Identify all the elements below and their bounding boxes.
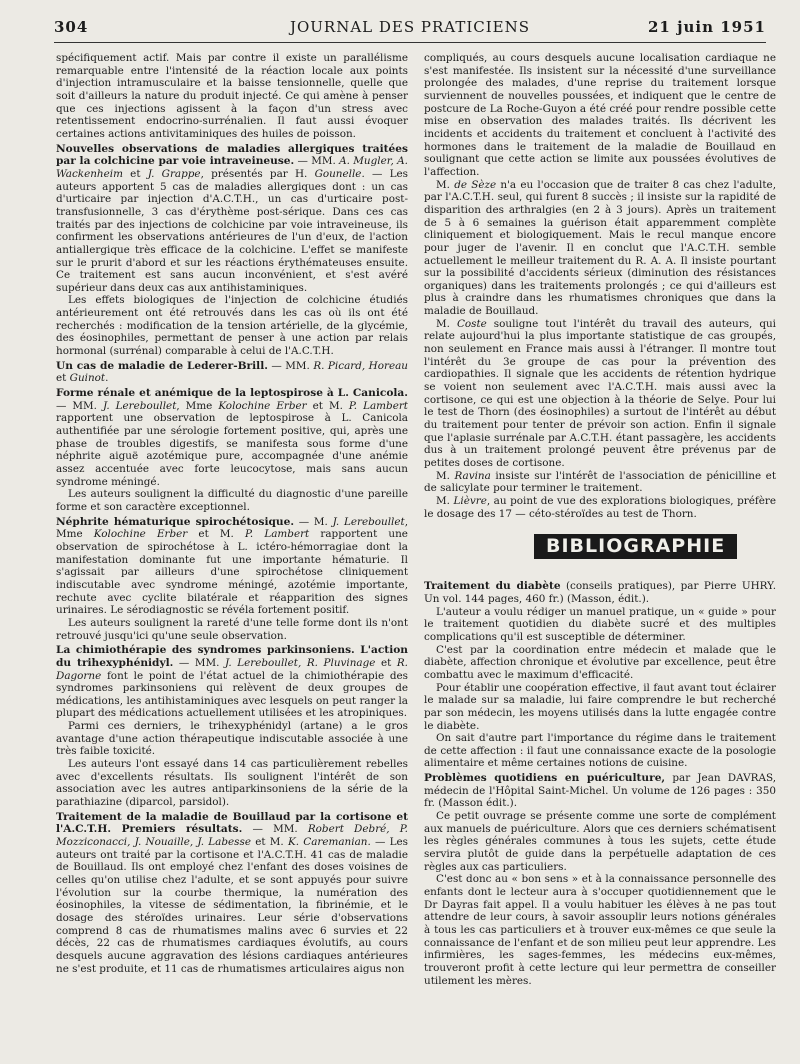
text: — MM. bbox=[56, 399, 103, 412]
book-ref: par Jean DAVRAS, médecin de l'Hôpital Saint-Michel. Un volume de 126 pages : 350 fr. (Masson édit.). bbox=[424, 772, 776, 810]
book-title: Problèmes quotidiens en puériculture, bbox=[424, 772, 666, 785]
article-title: Forme rénale et anémique de la leptospirose à L. Canicola. bbox=[56, 387, 408, 400]
article-title: Traitement de la maladie de Bouillaud par la cortisone et l'A.C.T.H. Premiers résultats. bbox=[56, 810, 408, 836]
book-ref: (conseils pratiques), par Pierre UHRY. Un vol. 144 pages, 460 fr.) (Masson, édit.). bbox=[424, 580, 776, 605]
issue-date: 21 juin 1951 bbox=[647, 18, 766, 36]
paragraph: C'est par la coordination entre médecin et malade que le diabète, affection chronique et évolutive par excellence, peut être combattu avec le maximum d'efficacité. bbox=[424, 643, 776, 681]
text: et M. bbox=[306, 399, 349, 412]
page-number: 304 bbox=[54, 18, 89, 36]
text: — MM. bbox=[267, 359, 314, 372]
article-title: Un cas de maladie de Lederer-Brill. bbox=[56, 359, 268, 372]
text: et bbox=[375, 656, 397, 669]
text: M. bbox=[436, 317, 457, 330]
bibliography-heading: BIBLIOGRAPHIE bbox=[534, 534, 737, 559]
paragraph-text: insiste sur l'intérêt de l'association de pénicilline et de salicylate pour terminer le traitement. bbox=[424, 469, 777, 495]
paragraph: Les effets biologiques de l'injection de colchicine étudiés antérieurement ont été retrouvés dans les cas où ils ont été recherchés : modification de la tension artérielle, de la glycémie, des éosinophiles, permettant de penser à une action par relais hormonal (surrénal) comparable à celui de l'A.C.T.H. bbox=[56, 294, 408, 358]
page-header bbox=[54, 18, 766, 40]
text: , Mme bbox=[176, 399, 219, 412]
paragraph: L'auteur a voulu rédiger un manuel pratique, un « guide » pour le traitement quotidien du diabète sucré et des multiples complications qu'il est susceptible de déterminer. bbox=[424, 605, 776, 643]
paragraph-text: font le point de l'état actuel de la chimiothérapie des syndromes parkinsoniens qui relèvent de deux groupes de médications, les antihistaminiques avec lesquels on peut ranger la plupart des médications actuellement utilisées et les atropiniques. bbox=[56, 669, 408, 720]
text: , présentés par H. bbox=[200, 167, 315, 180]
author-names: Gounelle bbox=[314, 167, 362, 180]
text: et M. bbox=[187, 528, 245, 541]
text: M. bbox=[436, 178, 455, 191]
author-names: R. Picard, Horeau bbox=[313, 359, 408, 372]
text: et bbox=[56, 372, 70, 385]
journal-title: JOURNAL DES PRATICIENS bbox=[289, 18, 531, 36]
article-title: La chimiothérapie des syndromes parkinsoniens. L'action du trihexyphénidyl. bbox=[56, 644, 408, 669]
text: — MM. bbox=[294, 155, 340, 168]
text: — MM. bbox=[173, 656, 225, 669]
paragraph: compliqués, au cours desquels aucune localisation cardiaque ne s'est manifestée. Ils insistent sur la nécessité d'une surveillance prolongée des malades, d'une reprise du traitement lorsque surviennent de nouvelles poussées, et indiquent que le centre de postcure de La Roche-Guyon a été créé pour rendre possible cette mise en observation des malades traités. Ils décrivent les incidents et accidents du traitement et concluent à l'activité des hormones dans le traitement de la maladie de Bouillaud en soulignant que cette action se limite aux poussées évolutives de l'affection. bbox=[424, 52, 776, 178]
text: M. bbox=[436, 469, 455, 482]
paragraph-text: , au point de vue des explorations biologiques, préfère le dosage des 17 — céto-stéroïdes au test de Thorn. bbox=[424, 494, 777, 520]
paragraph-lievre bbox=[424, 495, 776, 520]
paragraph-de-seze bbox=[424, 179, 776, 318]
header-rule bbox=[54, 42, 766, 43]
text: M. bbox=[436, 494, 454, 507]
author-names: K. Caremanian bbox=[287, 836, 368, 849]
paragraph: Les auteurs soulignent la difficulté du diagnostic d'une pareille forme et son caractère exceptionnel. bbox=[56, 488, 408, 513]
author-names: Robert Debré, P. Mozziconacci, J. Nouaille, J. Labesse bbox=[56, 823, 408, 849]
author-names: J. Lereboullet, R. Pluvinage bbox=[225, 656, 376, 669]
author-names: de Sèze bbox=[454, 178, 497, 191]
text: — MM. bbox=[242, 823, 308, 836]
text: — M. bbox=[294, 515, 333, 528]
text: . bbox=[105, 372, 109, 385]
author-names: J. Grappe bbox=[147, 167, 201, 180]
right-column bbox=[424, 52, 776, 987]
paragraph: On sait d'autre part l'importance du régime dans le traitement de cette affection : il faut une connaissance exacte de la posologie alimentaire et même certaines notions de cuisine. bbox=[424, 732, 776, 770]
paragraph-text: rapportent une observation de leptospirose à L. Canicola authentifiée par une sérologie fortement positive, qui, après une phase de troubles digestifs, se manifesta sous forme d'une néphrite aiguë azotémique pure, accompagnée d'une anémie assez accentuée avec forte leucocytose, mais sans aucun syndrome méningé. bbox=[56, 412, 408, 488]
author-names: P. Lambert bbox=[348, 399, 408, 412]
author-names: Ravina bbox=[454, 469, 491, 482]
paragraph-text: n'a eu l'occasion que de traiter 8 cas chez l'adulte, par l'A.C.T.H. seul, qui furent 8 succès ; il insiste sur la rapidité de disparition des arthralgies (en 2 à 3 jours). Après un traitement de 5 à 6 semaines la guérison était apparemment complète cliniquement et biologiquement. Mais le recul manque encore pour juger de l'avenir. Il en conclut que l'A.C.T.H. semble actuellement le meilleur traitement du R. A. A. Il insiste pourtant sur la possibilité d'accidents sérieux (diminution des résistances organiques) dans les traitements prolongés ; ce qui d'ailleurs est plus à craindre dans les rhumatismes chroniques que dans la maladie de Bouillaud. bbox=[424, 178, 776, 318]
author-names: Kolochine Erber bbox=[218, 399, 307, 412]
article-title: Néphrite hématurique spirochétosique. bbox=[56, 515, 295, 528]
text: et M. bbox=[251, 836, 288, 849]
paragraph: Parmi ces derniers, le trihexyphénidyl (artane) a le gros avantage d'une action thérapeutique indiscutable associée à une très faible toxicité. bbox=[56, 720, 408, 758]
author-names: A. Mugler, A. Wackenheim bbox=[56, 155, 408, 180]
paragraph: Les auteurs l'ont essayé dans 14 cas particulièrement rebelles avec d'excellents résultats. Ils soulignent l'intérêt de son association avec les autres antiparkinsoniens de la série de la parathiazine (diparcol, parsidol). bbox=[56, 758, 408, 809]
book-title: Traitement du diabète bbox=[424, 580, 561, 593]
paragraph-coste bbox=[424, 318, 776, 470]
paragraph: Les auteurs soulignent la rareté d'une telle forme dont ils n'ont retrouvé jusqu'ici qu'une seule observation. bbox=[56, 616, 408, 642]
paragraph: Ce petit ouvrage se présente comme une sorte de complément aux manuels de puériculture. Alors que ces derniers schématisent les règles générales communes à tous les sujets, cette étude servira plutôt de guide dans la perpétuelle adaptation de ces règles aux cas particuliers. bbox=[424, 810, 776, 873]
paragraph-text: souligne tout l'intérêt du travail des auteurs, qui relate aujourd'hui la plus importante statistique de cas groupés, non seulement en France mais aussi à l'étranger. Il montre tout l'intérêt du 3e groupe de cas pour la prévention des cardiopathies. Il signale que les accidents de rétention hydrique se voient non seulement avec l'A.C.T.H. mais aussi avec la cortisone, ce qui est une objection à la théorie de Selye. Pour lui le test de Thorn (des éosinophiles) a surtout de l'intérêt au début du traitement pour tenter de prévoir son action. Enfin il signale que l'aplasie surrénale par A.C.T.H. étant passagère, les accidents dus à un traitement prolongé peuvent être prévenus par de petites doses de cortisone. bbox=[424, 317, 776, 469]
article-title: Nouvelles observations de maladies allergiques traitées par la colchicine par voie intraveineuse. bbox=[56, 142, 408, 168]
author-names: Guinot bbox=[69, 372, 106, 385]
paragraph: C'est donc au « bon sens » et à la connaissance personnelle des enfants dont le lecteur aura à s'occuper quotidiennement que le Dr Dayras fait appel. Il a voulu habituer les élèves à ne pas tout attendre de leur cours, à savoir assouplir leurs notions générales à tous les cas particuliers et à trouver eux-mêmes ce que seule la connaissance de l'enfant et de son milieu peut leur apprendre. Les infirmières, les sages-femmes, les médecins eux-mêmes, trouveront profit à cette lecture qui leur permettra de conseiller utilement les mères. bbox=[424, 873, 776, 987]
left-column bbox=[56, 52, 408, 975]
author-names: Kolochine Erber bbox=[93, 528, 188, 541]
author-names: P. Lambert bbox=[245, 528, 310, 541]
author-names: J. Lereboullet bbox=[102, 399, 177, 412]
author-names: J. Lereboullet bbox=[332, 515, 405, 528]
paragraph-ravina bbox=[424, 470, 776, 495]
paragraph-text: . — Les auteurs apportent 5 cas de maladies allergiques dont : un cas d'urticaire par injection d'A.C.T.H., un cas d'urticaire post-transfusionnelle, 3 cas d'érythème post-sérique. Dans ces cas traités par des injections de colchicine par voie intraveineuse, ils confirment les observations antérieures de l'un d'eux, de l'action antiallergique très efficace de la colchicine. L'effet se manifeste sur le prurit d'abord et sur les réactions érythémateuses ensuite. Ce traitement est sans aucun inconvénient, et s'est avéré supérieur dans deux cas aux antihistaminiques. bbox=[56, 167, 408, 294]
text: et bbox=[122, 167, 148, 180]
author-names: Lièvre bbox=[453, 494, 487, 507]
bibliography-banner bbox=[424, 530, 776, 572]
paragraph: spécifiquement actif. Mais par contre il existe un parallélisme remarquable entre l'intensité de la réaction locale aux points d'injection intramusculaire et la baisse tensionnelle, quelle que soit d'ailleurs la nature du produit injecté. Ce qui amène à penser que ces injections agissent à la façon d'un stress avec retentissement endocrino-surrénalien. Il faut aussi évoquer certaines actions antivitaminiques des huiles de poisson. bbox=[56, 52, 408, 140]
author-names: R. Dagorne bbox=[56, 656, 408, 682]
paragraph: Pour établir une coopération effective, il faut avant tout éclairer le malade sur sa maladie, lui faire comprendre le but recherché par son médecin, les moyens utilisés dans la lutte engagée contre le diabète. bbox=[424, 681, 776, 732]
text: , Mme bbox=[56, 515, 409, 541]
author-names: Coste bbox=[456, 317, 487, 330]
paragraph-text: . — Les auteurs ont traité par la cortisone et l'A.C.T.H. 41 cas de maladie de Bouillaud. Ils ont employé chez l'enfant des doses voisines de celles qu'on utilise chez l'adulte, et se sont appuyés pour suivre l'évolution sur la courbe thermique, la numération des éosinophiles, la vitesse de sédimentation, la fibrinémie, et le dosage des stéroïdes urinaires. Leur série d'observations comprend 8 cas de rhumatismes malins avec 6 survies et 22 décès, 22 cas de rhumatismes cardiaques évolutifs, au cours desquels aucune aggravation des lésions cardiaques antérieures ne s'est produite, et 11 cas de rhumatismes articulaires aigus non bbox=[56, 836, 408, 975]
paragraph-text: rapportent une observation de spirochétose à L. ictéro-hémorragiae dont la manifestation dominante fut une importante hématurie. Il s'agissait par ailleurs d'une spirochétose cliniquement indiscutable avec syndrome méningé, azotémie importante, rechute avec cyclite bilatérale et réapparition des signes urinaires. Le sérodiagnostic se révéla fortement positif. bbox=[56, 528, 408, 617]
